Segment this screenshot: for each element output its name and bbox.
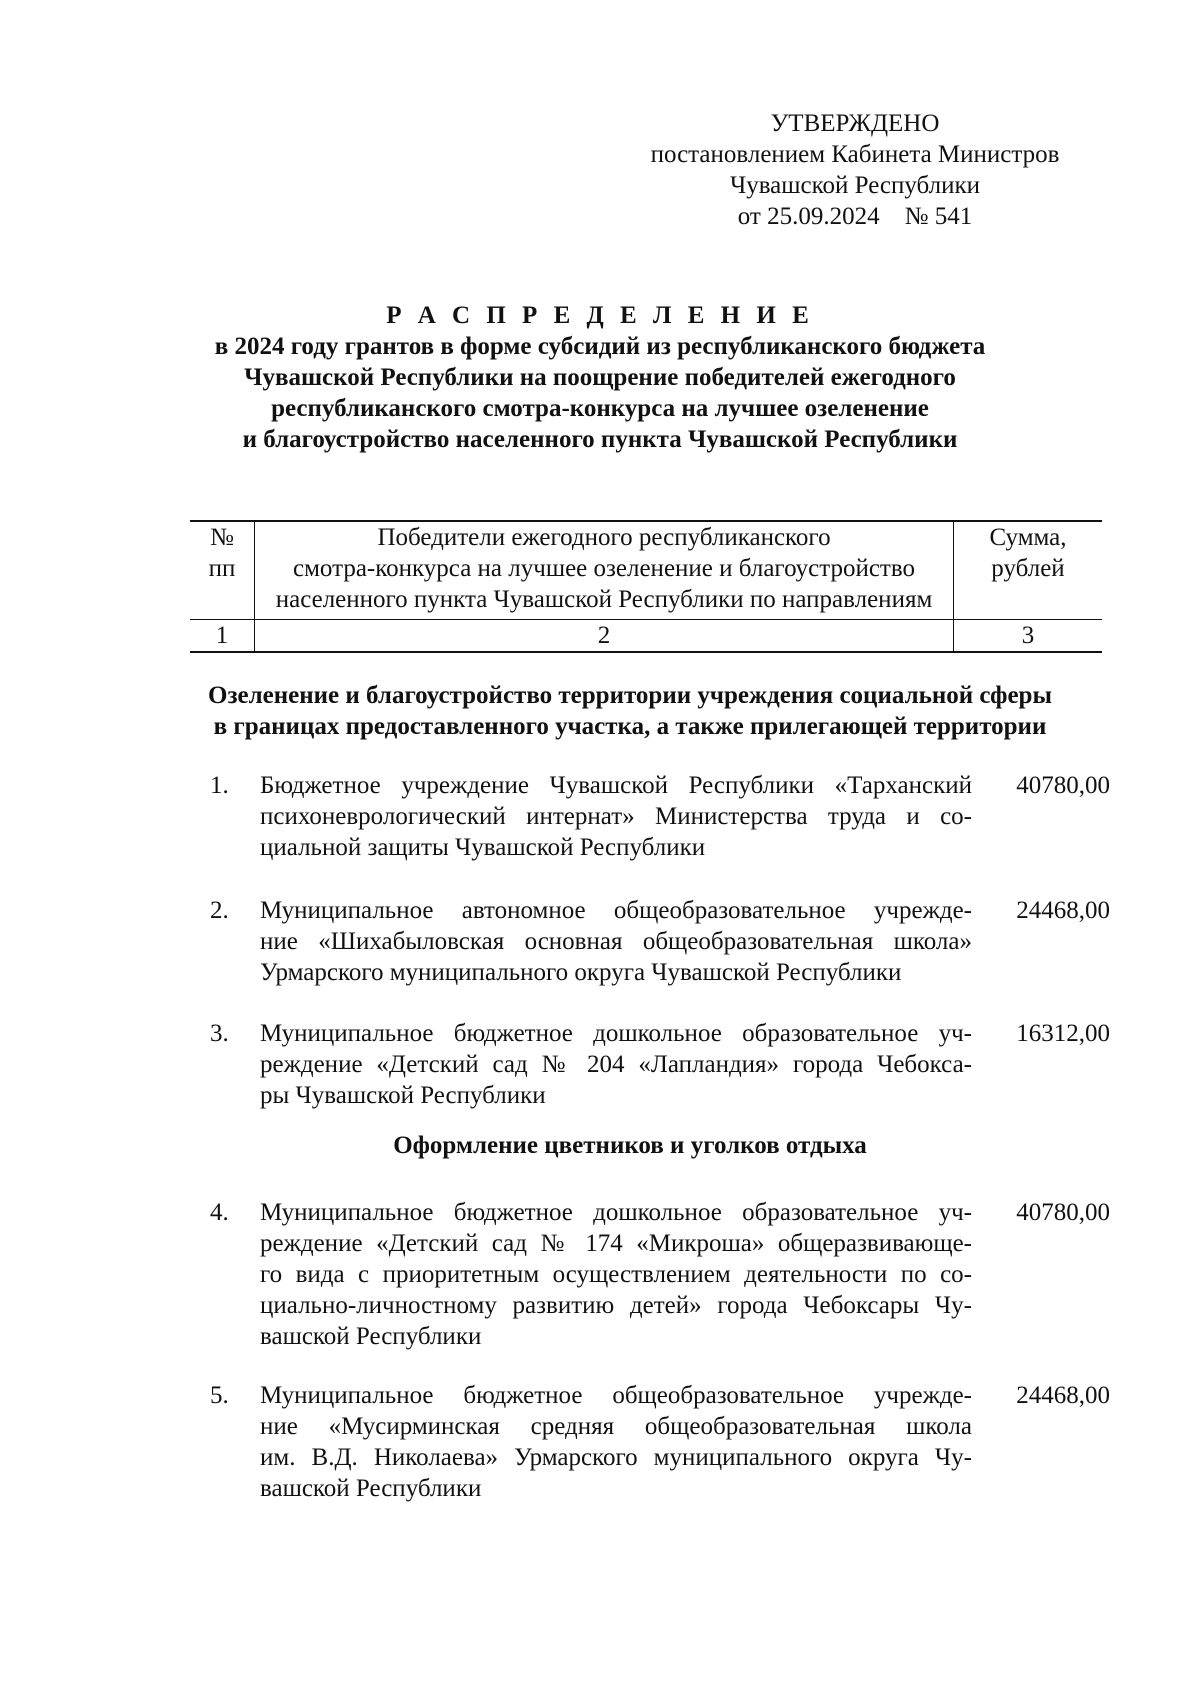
- item-number: 5.: [210, 1382, 229, 1409]
- section-title-line: Озеленение и благоустройство территории учреждения социальной сферы: [208, 682, 1052, 709]
- header-text: Победители ежегодного республиканского: [377, 524, 831, 551]
- item-name-line: ние «Мусирминская средняя общеобразовательная школа: [260, 1413, 972, 1440]
- item-name-line: психоневрологический интернат» Министерства труда и со-: [260, 803, 972, 830]
- item-name: [260, 770, 972, 863]
- section-title-line: Оформление цветников и уголков отдыха: [393, 1132, 867, 1159]
- item-name-line: циальной защиты Чувашской Республики: [260, 834, 706, 861]
- approval-line: от 25.09.2024 № 541: [737, 203, 973, 230]
- item-amount: 24468,00: [1016, 897, 1110, 924]
- column-number: 2: [255, 620, 954, 653]
- item-name: [260, 895, 972, 988]
- header-text: населенного пункта Чувашской Республики по направлениям: [275, 586, 933, 613]
- header-winners-cell: [255, 521, 954, 620]
- title-line: и благоустройство населенного пункта Чувашской Республики: [242, 426, 958, 453]
- document-title: [140, 300, 1060, 455]
- item-name-line: Муниципальное автономное общеобразовательное учрежде-: [260, 897, 972, 924]
- item-name-line: вашской Республики: [260, 1323, 482, 1350]
- item-name-line: ние «Шихабыловская основная общеобразовательная школа»: [260, 928, 972, 955]
- item-name-line: Муниципальное бюджетное общеобразовательное учрежде-: [260, 1382, 972, 1409]
- item-name-line: реждение «Детский сад № 204 «Лапландия» города Чебокса-: [260, 1051, 972, 1078]
- approval-line: постановлением Кабинета Министров: [650, 141, 1060, 168]
- item-name: [260, 1018, 972, 1111]
- section-title: [140, 1130, 1120, 1161]
- item-name-line: вашской Республики: [260, 1475, 482, 1502]
- item-number: 4.: [210, 1199, 229, 1226]
- approval-stamp: [600, 108, 1110, 232]
- table-header: [190, 520, 1102, 653]
- header-text: рублей: [991, 555, 1065, 582]
- header-text: Сумма,: [989, 524, 1067, 551]
- header-text: пп: [208, 555, 236, 582]
- approval-line: УТВЕРЖДЕНО: [770, 110, 940, 137]
- item-name-line: ры Чувашской Республики: [260, 1082, 546, 1109]
- item-name: [260, 1380, 972, 1504]
- item-number: 3.: [210, 1020, 229, 1047]
- item-name-line: Бюджетное учреждение Чувашской Республики «Тарханский: [260, 772, 972, 799]
- item-number: 1.: [210, 772, 229, 799]
- header-text: смотра-конкурса на лучшее озеленение и благоустройство: [293, 555, 915, 582]
- header-amount-cell: [954, 521, 1103, 620]
- item-name-line: Муниципальное бюджетное дошкольное образовательное уч-: [260, 1020, 972, 1047]
- section-title: [140, 680, 1120, 742]
- column-number: 3: [954, 620, 1103, 653]
- title-line: республиканского смотра-конкурса на лучшее озеленение: [271, 395, 929, 422]
- item-name-line: го вида с приоритетным осуществлением деятельности по со-: [260, 1261, 972, 1288]
- item-name-line: циально-личностному развитию детей» города Чебоксары Чу-: [260, 1292, 972, 1319]
- item-name-line: реждение «Детский сад № 174 «Микроша» общеразвивающе-: [260, 1230, 972, 1257]
- column-number: 1: [190, 620, 255, 653]
- title-line: Чувашской Республики на поощрение победителей ежегодного: [244, 364, 956, 391]
- item-name: [260, 1197, 972, 1352]
- approval-line: Чувашской Республики: [729, 172, 981, 199]
- item-name-line: им. В.Д. Николаева» Урмарского муниципального округа Чу-: [260, 1444, 972, 1471]
- title-line: в 2024 году грантов в форме субсидий из республиканского бюджета: [214, 333, 986, 360]
- header-number-cell: [190, 521, 255, 620]
- item-name-line: Урмарского муниципального округа Чувашской Республики: [260, 959, 902, 986]
- item-name-line: Муниципальное бюджетное дошкольное образовательное уч-: [260, 1199, 972, 1226]
- title-heading: Р А С П Р Е Д Е Л Е Н И Е: [386, 302, 814, 329]
- header-text: №: [210, 524, 234, 551]
- item-number: 2.: [210, 897, 229, 924]
- item-amount: 40780,00: [1016, 1199, 1110, 1226]
- section-title-line: в границах предоставленного участка, а также прилегающей территории: [213, 713, 1047, 740]
- item-amount: 24468,00: [1016, 1382, 1110, 1409]
- item-amount: 40780,00: [1016, 772, 1110, 799]
- item-amount: 16312,00: [1016, 1020, 1110, 1047]
